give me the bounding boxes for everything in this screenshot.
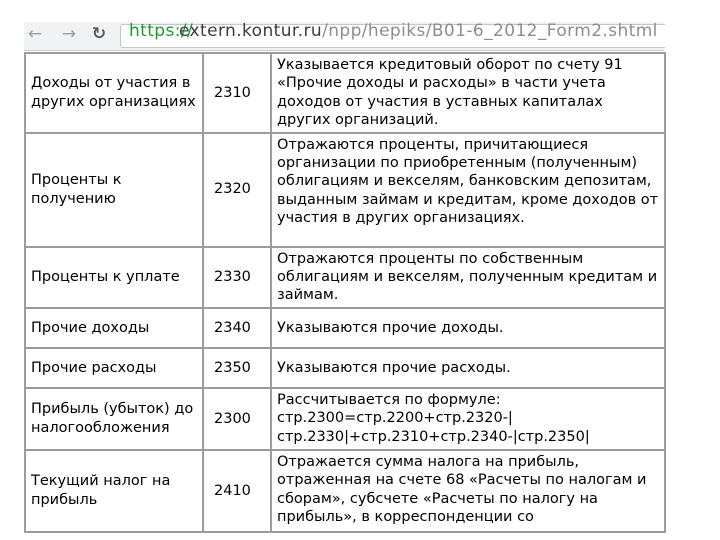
url-path: /npp/hepiks/B01-6_2012_Form2.shtml <box>322 21 658 41</box>
table-row <box>25 247 665 308</box>
forward-button[interactable] <box>60 25 78 43</box>
line-name: Прочие доходы <box>25 308 203 348</box>
line-name: Прибыль (убыток) до налогообложения <box>25 388 203 450</box>
line-code: 2340 <box>203 308 271 348</box>
back-button[interactable] <box>26 25 44 43</box>
report-lines-table <box>24 52 666 533</box>
line-description: Указываются прочие доходы. <box>271 308 665 348</box>
line-code: 2300 <box>203 388 271 450</box>
table-row <box>25 450 665 532</box>
line-description: Отражается сумма налога на прибыль, отраженная на счете 68 «Расчеты по налогам и сборам», субсчете «Расчеты по налогу на прибыль», в корреспонденции со <box>271 450 665 532</box>
table-row <box>25 388 665 450</box>
line-description: Указывается кредитовый оборот по счету 91 «Прочие доходы и расходы» в части учета доходов от участия в уставных капиталах других организаций. <box>271 53 665 133</box>
reload-icon: ↻ <box>91 24 107 44</box>
line-description: Рассчитывается по формуле: стр.2300=стр.2200+стр.2320-|стр.2330|+стр.2310+стр.2340-|стр.2350| <box>271 388 665 450</box>
line-name: Проценты к уплате <box>25 247 203 308</box>
address-bar[interactable] <box>120 21 665 48</box>
arrow-left-icon: ← <box>27 24 43 44</box>
table-row <box>25 133 665 247</box>
url-host: extern.kontur.ru <box>179 21 323 41</box>
line-code: 2320 <box>203 133 271 247</box>
line-name: Проценты к получению <box>25 133 203 247</box>
line-code: 2350 <box>203 348 271 388</box>
browser-screenshot <box>24 21 664 526</box>
reload-button[interactable] <box>90 25 108 43</box>
url-scheme: https:// <box>129 21 194 41</box>
browser-toolbar <box>24 22 664 51</box>
line-code: 2310 <box>203 53 271 133</box>
arrow-right-icon: → <box>61 24 77 44</box>
table-row <box>25 308 665 348</box>
line-description: Отражаются проценты по собственным облигациям и векселям, полученным кредитам и займам. <box>271 247 665 308</box>
table-row <box>25 348 665 388</box>
line-code: 2330 <box>203 247 271 308</box>
line-name: Доходы от участия в других организациях <box>25 53 203 133</box>
url-text <box>179 21 658 41</box>
line-description: Указываются прочие расходы. <box>271 348 665 388</box>
line-name: Текущий налог на прибыль <box>25 450 203 532</box>
line-code: 2410 <box>203 450 271 532</box>
table-row <box>25 53 665 133</box>
line-name: Прочие расходы <box>25 348 203 388</box>
line-description: Отражаются проценты, причитающиеся организации по приобретенным (полученным) облигациям и векселям, банковским депозитам, выданным займам и кредитам, кроме доходов от участия в других организациях. <box>271 133 665 247</box>
